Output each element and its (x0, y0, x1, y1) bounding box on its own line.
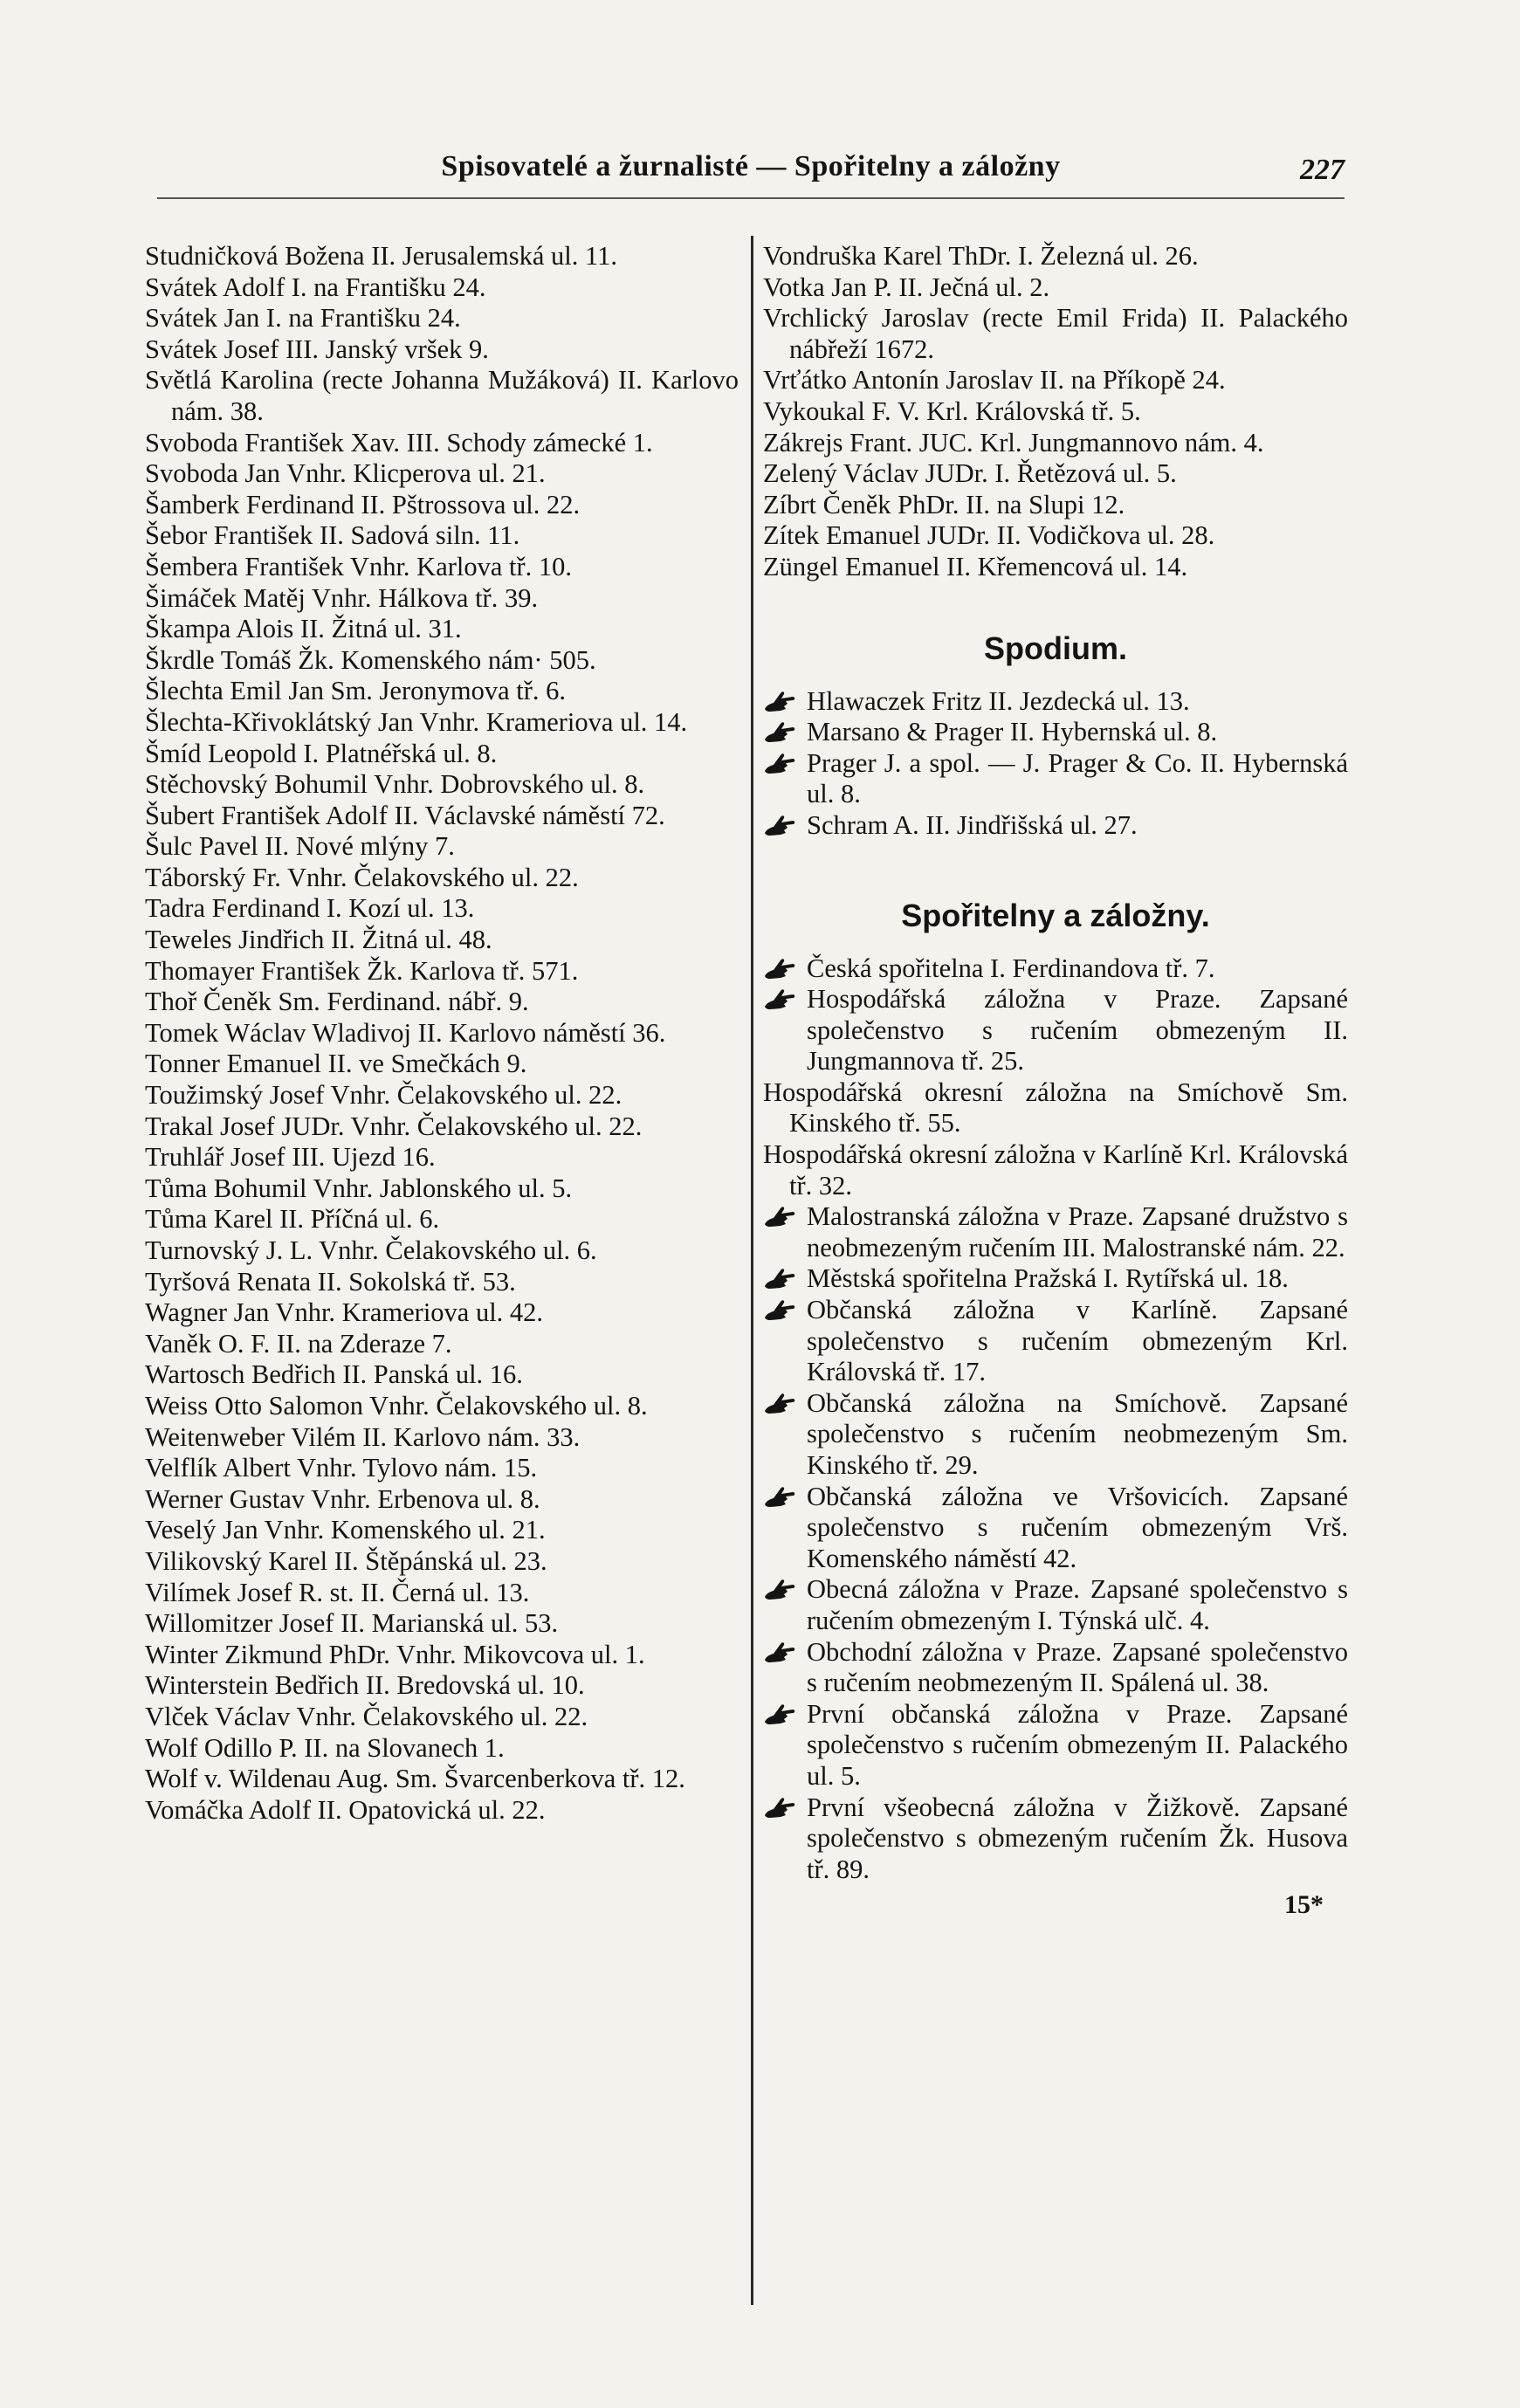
entry-text: Vomáčka Adolf II. Opatovická ul. 22. (145, 1794, 546, 1825)
pointing-hand-icon (763, 1203, 796, 1228)
entry-text: Hospodářská okresní záložna na Smíchově Sm. Kinského tř. 55. (763, 1077, 1348, 1139)
entry-text: Hlawaczek Fritz II. Jezdecká ul. 13. (807, 685, 1190, 716)
directory-entry (145, 987, 739, 1018)
directory-entry (145, 241, 739, 272)
entry-text: Teweles Jindřich II. Žitná ul. 48. (145, 925, 492, 955)
entry-text: Svátek Josef III. Janský vršek 9. (145, 334, 489, 364)
directory-entry (145, 1235, 739, 1267)
entry-text: Šimáček Matěj Vnhr. Hálkova tř. 39. (145, 582, 539, 613)
directory-entry (763, 984, 1348, 1077)
entry-text: Tadra Ferdinand I. Kozí ul. 13. (145, 893, 475, 924)
entry-text: Hospodářská okresní záložna v Karlíně Krl. Královská tř. 32. (763, 1139, 1348, 1201)
directory-entry (145, 428, 739, 459)
directory-entry (145, 1111, 739, 1143)
directory-entry (763, 686, 1348, 718)
pointing-hand-icon (763, 986, 796, 1010)
directory-entry (763, 520, 1348, 552)
directory-entry (763, 241, 1348, 272)
directory-entry (145, 1297, 739, 1329)
entry-text: Vlček Václav Vnhr. Čelakovského ul. 22. (145, 1701, 588, 1731)
entry-text: Tůma Karel II. Příčná ul. 6. (145, 1204, 440, 1235)
pointing-hand-icon (763, 1483, 796, 1508)
entry-text: Vilímek Josef R. st. II. Černá ul. 13. (145, 1577, 530, 1607)
directory-entry (145, 1080, 739, 1111)
directory-entry (763, 810, 1348, 842)
entry-text: Městská spořitelna Pražská I. Rytířská ul. 18. (807, 1263, 1289, 1294)
entry-text: Weitenweber Vilém II. Karlovo nám. 33. (145, 1421, 581, 1452)
directory-entry (145, 583, 739, 615)
sporitelny-list (763, 953, 1348, 1886)
directory-entry (145, 1422, 739, 1454)
directory-entry (763, 1295, 1348, 1388)
section-heading-sporitelny: Spořitelny a záložny. (901, 897, 1210, 933)
pointing-hand-icon (763, 1576, 796, 1600)
entry-text: Tyršová Renata II. Sokolská tř. 53. (145, 1266, 516, 1297)
pointing-hand-icon (763, 1265, 796, 1290)
directory-entry (145, 1546, 739, 1578)
left-column (145, 241, 739, 1826)
entry-text: Občanská záložna v Karlíně. Zapsané společenstvo s ručením obmezeným Krl. Královská tř. 17. (807, 1295, 1348, 1387)
directory-entry (145, 1608, 739, 1640)
directory-entry (145, 676, 739, 707)
entry-text: Truhlář Josef III. Ujezd 16. (145, 1142, 436, 1173)
directory-entry (145, 707, 739, 739)
directory-entry (763, 1637, 1348, 1699)
directory-entry (145, 645, 739, 677)
entry-text: Táborský Fr. Vnhr. Čelakovského ul. 22. (145, 862, 579, 892)
entry-text: Zíbrt Čeněk PhDr. II. na Slupi 12. (763, 489, 1125, 519)
directory-entry (763, 1139, 1348, 1201)
directory-entry (145, 272, 739, 304)
directory-entry (763, 953, 1348, 985)
directory-entry (145, 490, 739, 521)
pointing-hand-icon (763, 750, 796, 774)
page-header (157, 147, 1345, 199)
entry-text: Willomitzer Josef II. Marianská ul. 53. (145, 1608, 559, 1639)
entry-text: Schram A. II. Jindřišská ul. 27. (807, 809, 1138, 840)
directory-entry (145, 831, 739, 863)
entry-text: Wartosch Bedřich II. Panská ul. 16. (145, 1359, 523, 1390)
column-divider (751, 236, 753, 2305)
directory-entry (145, 1640, 739, 1671)
entry-text: Wagner Jan Vnhr. Krameriova ul. 42. (145, 1297, 544, 1328)
entry-text: Malostranská záložna v Praze. Zapsané družstvo s neobmezeným ručením III. Malostranské nám. 22. (807, 1201, 1348, 1262)
entry-text: Vrťátko Antonín Jaroslav II. na Příkopě 24. (763, 365, 1226, 396)
directory-entry (145, 956, 739, 987)
directory-entry (145, 1795, 739, 1827)
directory-entry (145, 1764, 739, 1795)
entry-text: Veselý Jan Vnhr. Komenského ul. 21. (145, 1515, 546, 1545)
pointing-hand-icon (763, 688, 796, 712)
directory-entry (145, 893, 739, 925)
directory-entry (763, 748, 1348, 810)
directory-entry (763, 1263, 1348, 1295)
directory-entry (145, 863, 739, 894)
entry-text: Šebor František II. Sadová siln. 11. (145, 520, 520, 551)
directory-entry (145, 1670, 739, 1702)
entry-text: První občanská záložna v Praze. Zapsané společenstvo s ručením obmezeným II. Palackého ul. 5. (807, 1698, 1348, 1791)
directory-entry (763, 1388, 1348, 1482)
entry-text: Prager J. a spol. — J. Prager & Co. II. Hybernská ul. 8. (807, 747, 1348, 809)
directory-entry (145, 1391, 739, 1422)
directory-entry (145, 769, 739, 801)
entry-text: Škampa Alois II. Žitná ul. 31. (145, 614, 462, 644)
pointing-hand-icon (763, 955, 796, 980)
directory-entry (145, 1578, 739, 1609)
directory-entry (145, 1702, 739, 1733)
directory-entry (145, 739, 739, 770)
entry-text: Trakal Josef JUDr. Vnhr. Čelakovského ul. 22. (145, 1111, 643, 1141)
directory-entry (145, 1173, 739, 1205)
directory-entry (763, 1792, 1348, 1886)
entry-text: Thomayer František Žk. Karlova tř. 571. (145, 955, 579, 986)
entry-text: Stěchovský Bohumil Vnhr. Dobrovského ul. 8. (145, 769, 645, 800)
directory-entry (145, 365, 739, 427)
entry-text: Thoř Čeněk Sm. Ferdinand. nábř. 9. (145, 987, 529, 1017)
directory-entry (145, 1049, 739, 1080)
entry-text: Tonner Emanuel II. ve Smečkách 9. (145, 1049, 527, 1079)
entry-text: Občanská záložna ve Vršovicích. Zapsané společenstvo s ručením obmezeným Vrš. Komenského náměstí 42. (807, 1481, 1348, 1573)
directory-entry (763, 365, 1348, 396)
directory-entry (763, 1077, 1348, 1139)
entry-text: Weiss Otto Salomon Vnhr. Čelakovského ul. 8. (145, 1390, 648, 1421)
pointing-hand-icon (763, 1390, 796, 1414)
entry-text: Marsano & Prager II. Hybernská ul. 8. (807, 717, 1218, 747)
entry-text: Škrdle Tomáš Žk. Komenského nám· 505. (145, 644, 596, 675)
directory-entry (145, 1515, 739, 1546)
entry-text: Zítek Emanuel JUDr. II. Vodičkova ul. 28. (763, 520, 1215, 551)
directory-entry (763, 552, 1348, 583)
directory-entry (763, 303, 1348, 365)
entry-text: Tůma Bohumil Vnhr. Jablonského ul. 5. (145, 1173, 573, 1203)
pointing-hand-icon (763, 1701, 796, 1725)
pointing-hand-icon (763, 1639, 796, 1663)
entry-text: Šubert František Adolf II. Václavské náměstí 72. (145, 800, 665, 830)
entry-text: Votka Jan P. II. Ječná ul. 2. (763, 272, 1050, 302)
entry-text: Šamberk Ferdinand II. Pštrossova ul. 22. (145, 489, 581, 519)
page-number: 227 (1300, 154, 1345, 186)
signature-mark: 15* (1284, 1890, 1324, 1920)
directory-entry (145, 1329, 739, 1360)
entry-text: Vondruška Karel ThDr. I. Železná ul. 26. (763, 241, 1199, 271)
directory-entry (145, 303, 739, 334)
entry-text: Werner Gustav Vnhr. Erbenova ul. 8. (145, 1483, 540, 1514)
entry-text: Šlechta-Křivoklátský Jan Vnhr. Krameriova ul. 14. (145, 706, 688, 737)
entry-text: Šmíd Leopold I. Platnéřská ul. 8. (145, 738, 498, 768)
directory-entry (145, 1018, 739, 1049)
directory-entry (763, 717, 1348, 748)
directory-entry (145, 1204, 739, 1235)
directory-entry (145, 552, 739, 583)
entry-text: Česká spořitelna I. Ferdinandova tř. 7. (807, 953, 1215, 983)
entry-text: Studničková Božena II. Jerusalemská ul. 11. (145, 241, 617, 271)
pointing-hand-icon (763, 1794, 796, 1819)
entry-text: Vilikovský Karel II. Štěpánská ul. 23. (145, 1545, 547, 1576)
entry-text: Wolf Odillo P. II. na Slovanech 1. (145, 1732, 505, 1763)
directory-entry (763, 428, 1348, 459)
pointing-hand-icon (763, 812, 796, 836)
directory-entry (145, 614, 739, 645)
directory-entry (145, 1142, 739, 1173)
directory-entry (145, 1484, 739, 1516)
entry-text: Wolf v. Wildenau Aug. Sm. Švarcenberkova tř. 12. (145, 1764, 685, 1794)
entry-text: Občanská záložna na Smíchově. Zapsané společenstvo s ručením neobmezeným Sm. Kinského tř. 29. (807, 1387, 1348, 1480)
entry-text: Vykoukal F. V. Krl. Královská tř. 5. (763, 396, 1141, 426)
pointing-hand-icon (763, 719, 796, 743)
directory-entry (145, 1453, 739, 1484)
section-heading-spodium: Spodium. (984, 630, 1127, 666)
directory-entry (145, 458, 739, 490)
entry-text: Winter Zikmund PhDr. Vnhr. Mikovcova ul. 1. (145, 1639, 645, 1669)
entry-text: Šembera František Vnhr. Karlova tř. 10. (145, 551, 573, 581)
entry-text: Obchodní záložna v Praze. Zapsané společenstvo s ručením neobmezeným II. Spálená ul. 38. (807, 1636, 1348, 1698)
directory-entry (763, 1574, 1348, 1636)
pointing-hand-icon (763, 1297, 796, 1321)
entry-text: Züngel Emanuel II. Křemencová ul. 14. (763, 551, 1188, 581)
header-rule (157, 197, 1345, 199)
entry-text: Zákrejs Frant. JUC. Krl. Jungmannovo nám. 4. (763, 427, 1264, 458)
entry-text: Šulc Pavel II. Nové mlýny 7. (145, 831, 455, 862)
entry-text: Šlechta Emil Jan Sm. Jeronymova tř. 6. (145, 676, 566, 706)
entry-text: Toužimský Josef Vnhr. Čelakovského ul. 22. (145, 1080, 622, 1111)
directory-entry (763, 490, 1348, 521)
running-title: Spisovatelé a žurnalisté — Spořitelny a záložny (441, 150, 1061, 182)
entry-text: Svátek Adolf I. na Františku 24. (145, 272, 486, 302)
entry-text: Turnovský J. L. Vnhr. Čelakovského ul. 6. (145, 1235, 597, 1265)
entry-text: Světlá Karolina (recte Johanna Mužáková) II. Karlovo nám. 38. (145, 365, 739, 426)
entry-text: Vrchlický Jaroslav (recte Emil Frida) II. Palackého nábřeží 1672. (763, 303, 1348, 364)
directory-entry (145, 334, 739, 366)
directory-entry (145, 1733, 739, 1765)
directory-entry (145, 925, 739, 956)
directory-entry (763, 272, 1348, 304)
directory-entry (145, 801, 739, 832)
directory-entry (763, 458, 1348, 490)
entry-text: Winterstein Bedřich II. Bredovská ul. 10. (145, 1670, 585, 1701)
spodium-list (763, 686, 1348, 842)
entry-text: Svoboda František Xav. III. Schody zámecké 1. (145, 427, 653, 458)
entry-text: Obecná záložna v Praze. Zapsané společenstvo s ručením obmezeným I. Týnská ulč. 4. (807, 1574, 1348, 1635)
directory-entry (145, 520, 739, 552)
entry-text: Tomek Wáclav Wladivoj II. Karlovo náměstí 36. (145, 1017, 666, 1048)
entry-text: Velflík Albert Vnhr. Tylovo nám. 15. (145, 1453, 538, 1483)
directory-entry (763, 396, 1348, 428)
directory-entry (145, 1267, 739, 1298)
right-column-entries (763, 241, 1348, 583)
entry-text: Svoboda Jan Vnhr. Klicperova ul. 21. (145, 458, 546, 489)
entry-text: Zelený Václav JUDr. I. Řetězová ul. 5. (763, 458, 1177, 489)
entry-text: Hospodářská záložna v Praze. Zapsané společenstvo s ručením obmezeným II. Jungmannova tř. 25. (807, 984, 1348, 1077)
directory-entry (763, 1482, 1348, 1575)
directory-entry (763, 1201, 1348, 1263)
entry-text: První všeobecná záložna v Žižkově. Zapsané společenstvo s obmezeným ručením Žk. Husova tř. 89. (807, 1792, 1348, 1884)
entry-text: Svátek Jan I. na Františku 24. (145, 303, 461, 334)
directory-entry (763, 1699, 1348, 1792)
directory-entry (145, 1359, 739, 1391)
entry-text: Vaněk O. F. II. na Zderaze 7. (145, 1328, 452, 1359)
right-column (763, 241, 1348, 1920)
